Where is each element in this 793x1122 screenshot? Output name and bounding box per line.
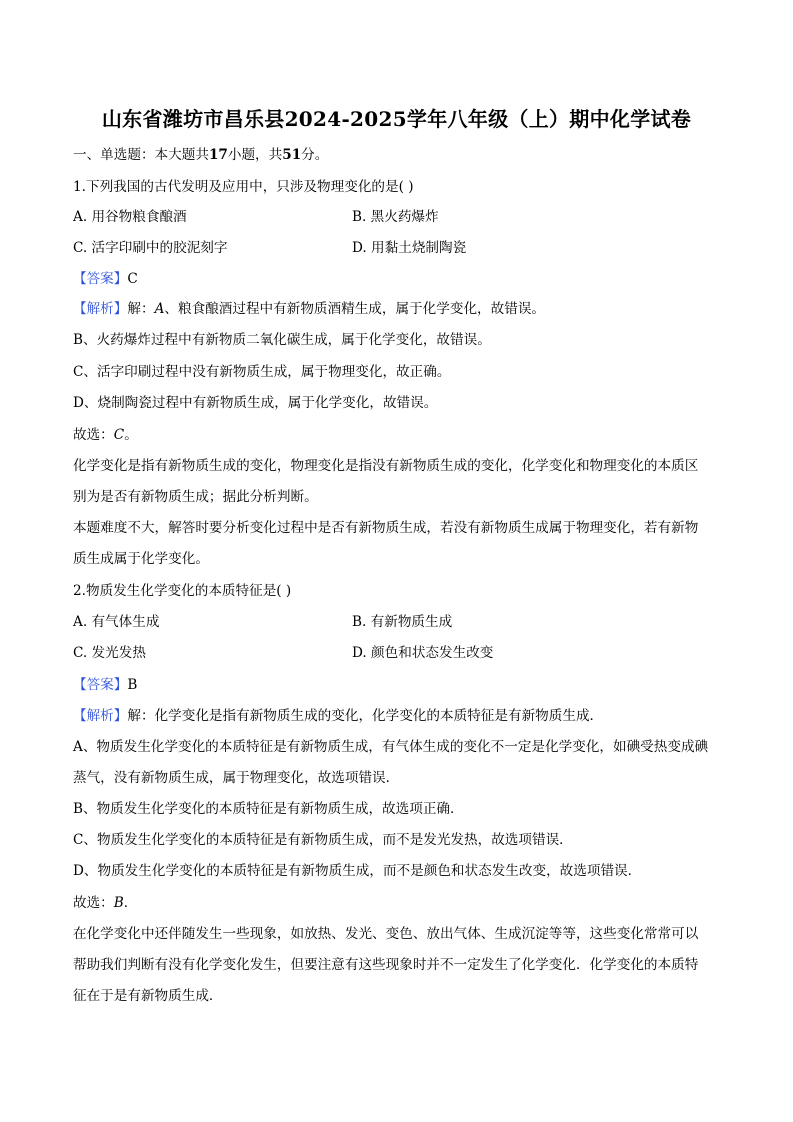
q2-option-c: C. 发光发热: [73, 645, 146, 661]
section-heading: 一、单选题：本大题共17小题，共51分。: [73, 147, 329, 163]
answer-tag: 【答案】: [73, 677, 128, 693]
question-1-stem: 1.下列我国的古代发明及应用中，只涉及物理变化的是( ): [73, 179, 414, 195]
analysis-tag: 【解析】: [73, 301, 128, 317]
q1-analysis-line: D、烧制陶瓷过程中有新物质生成，属于化学变化，故错误。: [73, 395, 438, 411]
answer-tag: 【答案】: [73, 271, 128, 287]
q2-option-d: D. 颜色和状态发生改变: [352, 645, 494, 661]
q1-choice: 故选：C。: [73, 427, 138, 443]
q2-choice: 故选：B．: [73, 895, 138, 911]
q2-note: 在化学变化中还伴随发生一些现象，如放热、发光、变色、放出气体、生成沉淀等等，这些变化常常可以: [73, 926, 699, 942]
q2-note: 帮助我们判断有没有化学变化发生，但要注意有这些现象时并不一定发生了化学变化．化学变化的本质特: [73, 957, 699, 973]
q2-answer: 【答案】B: [73, 677, 138, 693]
q1-note: 化学变化是指有新物质生成的变化，物理变化是指没有新物质生成的变化，化学变化和物理变化的本质区: [73, 458, 699, 474]
q2-analysis-line: 蒸气，没有新物质生成，属于物理变化，故选项错误．: [73, 770, 400, 786]
q2-analysis-line: D、物质发生化学变化的本质特征是有新物质生成，而不是颜色和状态发生改变，故选项错误．: [73, 863, 642, 879]
q1-option-b: B. 黑火药爆炸: [352, 209, 439, 225]
q1-analysis-line: B、火药爆炸过程中有新物质二氧化碳生成，属于化学变化，故错误。: [73, 332, 491, 348]
q1-analysis-line: C、活字印刷过程中没有新物质生成，属于物理变化，故正确。: [73, 364, 451, 380]
q2-note: 征在于是有新物质生成．: [73, 988, 223, 1004]
page-title: 山东省潍坊市昌乐县2024-2025学年八年级（上）期中化学试卷: [101, 107, 692, 131]
q2-option-a: A. 有气体生成: [73, 614, 160, 630]
q2-analysis-line: C、物质发生化学变化的本质特征是有新物质生成，而不是发光发热，故选项错误．: [73, 832, 573, 848]
q1-answer: 【答案】C: [73, 271, 138, 287]
q2-analysis-line: B、物质发生化学变化的本质特征是有新物质生成，故选项正确．: [73, 801, 464, 817]
q1-note: 本题难度不大，解答时要分析变化过程中是否有新物质生成，若没有新物质生成属于物理变化，若有新物: [73, 520, 699, 536]
q1-note: 质生成属于化学变化。: [73, 551, 209, 567]
q1-analysis: 【解析】解：A、粮食酿酒过程中有新物质酒精生成，属于化学变化，故错误。: [73, 301, 546, 317]
q1-option-a: A. 用谷物粮食酿酒: [73, 209, 187, 225]
q1-note: 别为是否有新物质生成；据此分析判断。: [73, 489, 318, 505]
q2-option-b: B. 有新物质生成: [352, 614, 453, 630]
q2-analysis: 【解析】解：化学变化是指有新物质生成的变化，化学变化的本质特征是有新物质生成．: [73, 708, 604, 724]
analysis-tag: 【解析】: [73, 708, 128, 724]
question-2-stem: 2.物质发生化学变化的本质特征是( ): [73, 583, 292, 599]
q1-option-c: C. 活字印刷中的胶泥刻字: [73, 240, 228, 256]
q1-option-d: D. 用黏土烧制陶瓷: [352, 240, 467, 256]
q2-analysis-line: A、物质发生化学变化的本质特征是有新物质生成，有气体生成的变化不一定是化学变化，如碘受热变成碘: [73, 739, 709, 755]
